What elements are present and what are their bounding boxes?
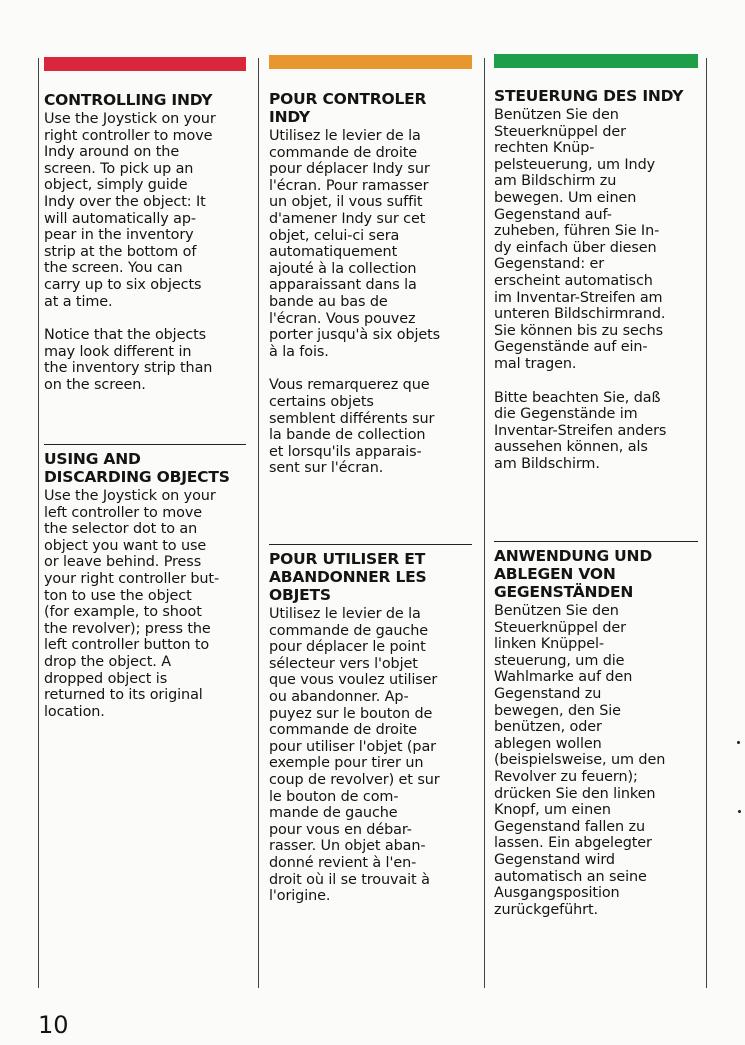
scan-mark bbox=[737, 741, 740, 744]
paragraph: Utilisez le levier de la commande de gauche pour déplacer le point sélecteur vers l'objet que vous voulez utiliser ou abandonner. Ap- puyez sur le bouton de commande de droite pour utiliser l'objet (par exemple pour tirer un coup de revolver) et sur le bouton de com- mande de gauche pour vous en débar- rasser. Un objet aban- donné revient à l'en- droit où il se trouvait à l'origine. bbox=[269, 606, 440, 905]
section-heading: USING AND DISCARDING OBJECTS bbox=[44, 450, 230, 486]
paragraph: Benützen Sie den Steuerknüppel der linken Knüppel- steuerung, um die Wahlmarke auf den Gegenstand zu bewegen, den Sie benützen, oder ablegen wollen (beispielsweise, um den Revolver zu feuern); drücken Sie den linken Knopf, um einen Gegenstand fallen zu lassen. Ein abgelegter Gegenstand wird automatisch an seine Ausgangsposition zurückgeführt. bbox=[494, 603, 666, 918]
scan-mark bbox=[738, 810, 741, 813]
column-german bbox=[494, 54, 698, 954]
column-english bbox=[44, 57, 246, 757]
paragraph: Use the Joystick on your left controller to move the selector dot to an object you want to use or leave behind. Press your right controller but- ton to use the object (for example, to shoot the revolver); press the left controller button to drop the object. A dropped object is returned to its original location. bbox=[44, 488, 220, 720]
section-heading: STEUERUNG DES INDY bbox=[494, 87, 684, 105]
section-anwendung bbox=[494, 541, 698, 918]
section-rule bbox=[494, 541, 698, 542]
section-steuerung bbox=[494, 87, 698, 472]
page-number: 10 bbox=[38, 1011, 69, 1039]
section-pour-utiliser bbox=[269, 544, 472, 905]
color-bar-green bbox=[494, 54, 698, 68]
paragraph: Bitte beachten Sie, daß die Gegenstände im Inventar-Streifen anders aussehen können, als am Bildschirm. bbox=[494, 389, 667, 472]
column-divider-1 bbox=[258, 58, 259, 988]
column-french bbox=[269, 55, 472, 945]
section-rule bbox=[44, 444, 246, 445]
paragraph: Vous remarquerez que certains objets semblent différents sur la bande de collection et lorsqu'ils apparais- sent sur l'écran. bbox=[269, 377, 435, 477]
color-bar-orange bbox=[269, 55, 472, 69]
column-divider-right bbox=[706, 58, 707, 988]
section-heading: POUR UTILISER ET ABANDONNER LES OBJETS bbox=[269, 550, 427, 604]
section-using-discarding bbox=[44, 444, 246, 720]
color-bar-red bbox=[44, 57, 246, 71]
column-divider-2 bbox=[484, 58, 485, 988]
section-rule bbox=[269, 544, 472, 545]
section-pour-controler bbox=[269, 90, 472, 477]
section-heading: ANWENDUNG UND ABLEGEN VON GEGENSTÄNDEN bbox=[494, 547, 652, 601]
paragraph: Benützen Sie den Steuerknüppel der rechten Knüp- pelsteuerung, um Indy am Bildschirm zu bewegen. Um einen Gegenstand auf- zuheben, führen Sie In- dy einfach über diesen Gegenstand: er erscheint automatisch im Inventar-Streifen am unteren Bildschirmrand. Sie können bis zu sechs Gegenstände auf ein- mal tragen. bbox=[494, 107, 666, 372]
paragraph: Notice that the objects may look different in the inventory strip than on the screen. bbox=[44, 327, 213, 393]
section-controlling bbox=[44, 91, 246, 394]
section-heading: POUR CONTROLER INDY bbox=[269, 90, 427, 126]
column-divider-left bbox=[38, 58, 39, 988]
paragraph: Utilisez le levier de la commande de droite pour déplacer Indy sur l'écran. Pour ramasser un objet, il vous suffit d'amener Indy sur cet objet, celui-ci sera automatiquement ajouté à la collection apparaissant dans la bande au bas de l'écran. Vous pouvez porter jusqu'à six objets à la fois. bbox=[269, 128, 441, 360]
section-heading: CONTROLLING INDY bbox=[44, 91, 213, 109]
paragraph: Use the Joystick on your right controller to move Indy around on the screen. To pick up an object, simply guide Indy over the object: It will automatically ap- pear in the inventory strip at the bottom of the screen. You can carry up to six objects at a time. bbox=[44, 111, 216, 310]
